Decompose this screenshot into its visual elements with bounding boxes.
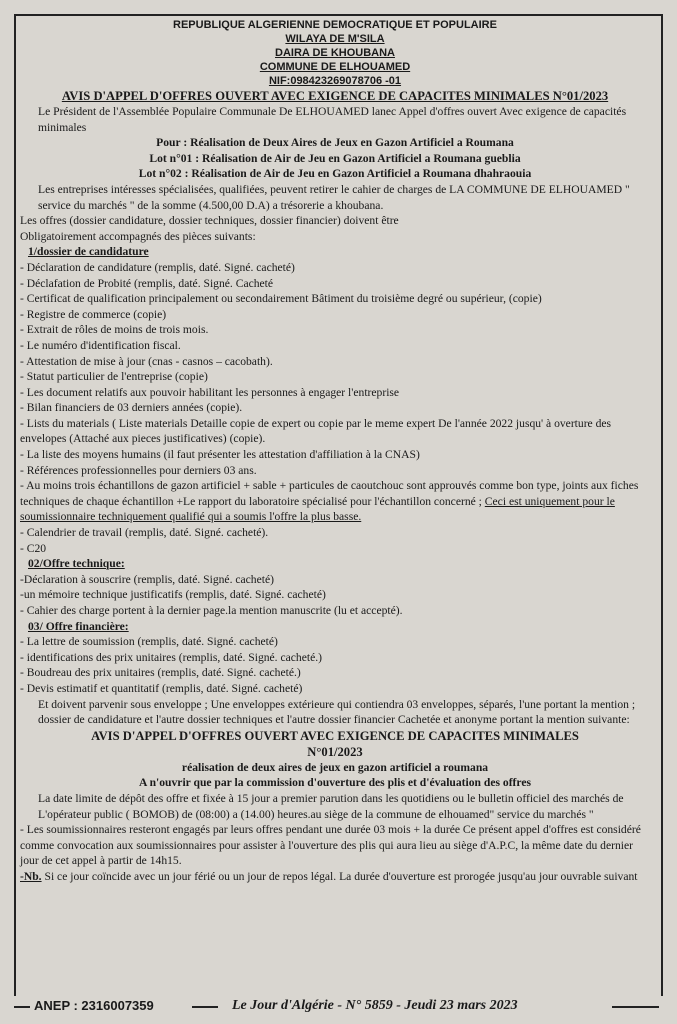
list-item: - Registre de commerce (copie) [20,307,167,321]
list-item: - Devis estimatif et quantitatif (remplis, daté. Signé. cacheté) [20,681,303,695]
section-dossier-candidature: 1/dossier de candidature [28,245,149,259]
notice-title-2: AVIS D'APPEL D'OFFRES OUVERT AVEC EXIGENCE DE CAPACITES MINIMALES [91,728,579,743]
ouvrir-line: A n'ouvrir que par la commission d'ouverture des plis et d'évaluation des offres [138,776,532,790]
section-offre-financiere: 03/ Offre financière: [28,619,129,633]
list-item: - Statut particulier de l'entreprise (copie) [20,370,208,384]
list-item: - Extrait de rôles de moins de trois mois. [20,323,209,337]
intro-paragraph: Le Président de l'Assemblée Populaire Communale De ELHOUAMED lanec Appel d'offres ouvert Avec exigence de capacités minimales [38,105,627,134]
list-item: - Bilan financiers de 03 derniers années (copie). [20,401,243,415]
list-item: - Boudreau des prix unitaires (remplis, daté. Signé. cacheté.) [20,666,301,680]
list-item: - Les document relatifs aux pouvoir habilitant les personnes à engager l'entreprise [20,385,400,399]
notice-title: AVIS D'APPEL D'OFFRES OUVERT AVEC EXIGENCE DE CAPACITES MINIMALES N°01/2023 [61,89,609,103]
list-item: -un mémoire technique justificatifs (remplis, daté. Signé. cacheté) [20,588,326,602]
list-item: - Lists du materials ( Liste materials Detaille copie de expert ou copie par le meme expert De l'année 2022 jusqu' à overture des envelopes (Attaché aux pieces justificatives) (copie). [20,416,612,446]
list-item: - Calendrier de travail (remplis, daté. Signé. cacheté). [20,526,269,540]
header-daira: DAIRA DE KHOUBANA [275,47,395,59]
soumissionnaires-paragraph: - Les soumissionnaires resteront engagés par leurs offres pendant une durée 03 mois + la durée Ce présent appel d'offres est considéré comme convocation aux soumissionnaires pour assister à l'ouverture des plis qui aura lieu au siège d'A.P.C, la même date du dernier jour de cet appel à partir de 14h15. [20,823,641,868]
list-item: - C20 [20,541,47,555]
header-commune: COMMUNE DE ELHOUAMED [259,61,411,73]
list-item: - La lettre de soumission (remplis, daté. Signé. cacheté) [20,635,278,649]
list-item-text: - Au moins trois échantillons de gazon artificiel + sable + particules de caoutchouc sont approuvés comme bon type, joints aux fiches techniques de chaque échantillon +Le rapport du laboratoire spécialisé pour l'échantillon concerné ; [20,479,639,508]
header-wilaya: WILAYA DE M'SILA [285,33,385,45]
list-item [20,478,650,525]
list-item: - Déclaration de candidature (remplis, daté. Signé. cacheté) [20,260,295,274]
underlined-note: Ceci est uniquement pour le soumissionnaire techniquement qualifié qui a soumis l'offre la plus basse. [20,494,615,524]
footer-rule-right [612,1006,659,1008]
list-item: - Cahier des charge portent à la dernier page.la mention manuscrite (lu et accepté). [20,604,403,617]
footer-rule-mid [192,1006,218,1008]
nb-paragraph [20,869,650,885]
footer-rule-left [14,1006,30,1008]
anep-reference: ANEP : 2316007359 [34,998,154,1013]
offres-line-2: Obligatoirement accompagnés des pièces suivants: [20,229,256,243]
section-offre-technique: 02/Offre technique: [28,557,125,571]
entreprises-paragraph: Les entreprises intéresses spécialisées, qualifiées, peuvent retirer le cahier de charges de LA COMMUNE DE ELHOUAMED " service du marchés " de la somme (4.500,00 D.A) a trésorerie a khoubana. [38,182,630,212]
journal-info: Le Jour d'Algérie - N° 5859 - Jeudi 23 mars 2023 [232,998,518,1013]
list-item: - Déclafation de Probité (remplis, daté. Signé. Cacheté [20,276,274,290]
project-pour: Pour : Réalisation de Deux Aires de Jeux en Gazon Artificiel a Roumana [156,136,514,150]
realisation-line: réalisation de deux aires de jeux en gazon artificiel a roumana [181,760,489,774]
offres-line-1: Les offres (dossier candidature, dossier techniques, dossier financier) doivent être [20,214,399,228]
list-item: - Le numéro d'identification fiscal. [20,338,181,352]
list-item: - identifications des prix unitaires (remplis, daté. Signé. cacheté.) [20,650,322,664]
notice-content [20,18,650,885]
nb-text: Si ce jour coïncide avec un jour férié ou un jour de repos légal. La durée d'ouverture est prorogée jusqu'au jour ouvrable suivant [41,869,638,883]
lot-2: Lot n°02 : Réalisation de Air de Jeu en Gazon Artificiel a Roumana dhahraouia [138,167,532,181]
list-item: - Références professionnelles pour derniers 03 ans. [20,463,257,477]
list-item: - Certificat de qualification principalement ou secondairement Bâtiment du troisième degré ou supérieur, (copie) [20,292,542,306]
header-nif: NIF:098423269078706 -01 [268,75,402,87]
list-item: - La liste des moyens humains (il faut présenter les attestation d'affiliation à la CNAS) [20,448,420,462]
header-republic: REPUBLIQUE ALGERIENNE DEMOCRATIQUE ET POPULAIRE [173,19,497,31]
date-limite-paragraph: La date limite de dépôt des offre et fixée à 15 jour a premier parution dans les quotidiens ou le bulletin officiel des marchés de L'opérateur public ( BOMOB) de (08:00) a (14.00) heures.au siège de la commune de elhouamed" service du marchés " [38,791,624,821]
notice-number-2: N°01/2023 [307,744,363,759]
list-item: - Attestation de mise à jour (cnas - casnos – cacobath). [20,354,273,368]
parvenir-paragraph: Et doivent parvenir sous enveloppe ; Une enveloppes extérieure qui contiendra 03 enveloppes, séparés, l'une portant la mention ; dossier de candidature et l'autre dossier techniques et l'autre dossier financier Cachetée et anonyme portant la mention suivante: [38,697,636,727]
newspaper-footer [14,994,659,1018]
lot-1: Lot n°01 : Réalisation de Air de Jeu en Gazon Artificiel a Roumana guebliа [149,151,521,165]
nb-label: -Nb. [20,869,42,883]
list-item: -Déclaration à souscrire (remplis, daté. Signé. cacheté) [20,572,274,586]
